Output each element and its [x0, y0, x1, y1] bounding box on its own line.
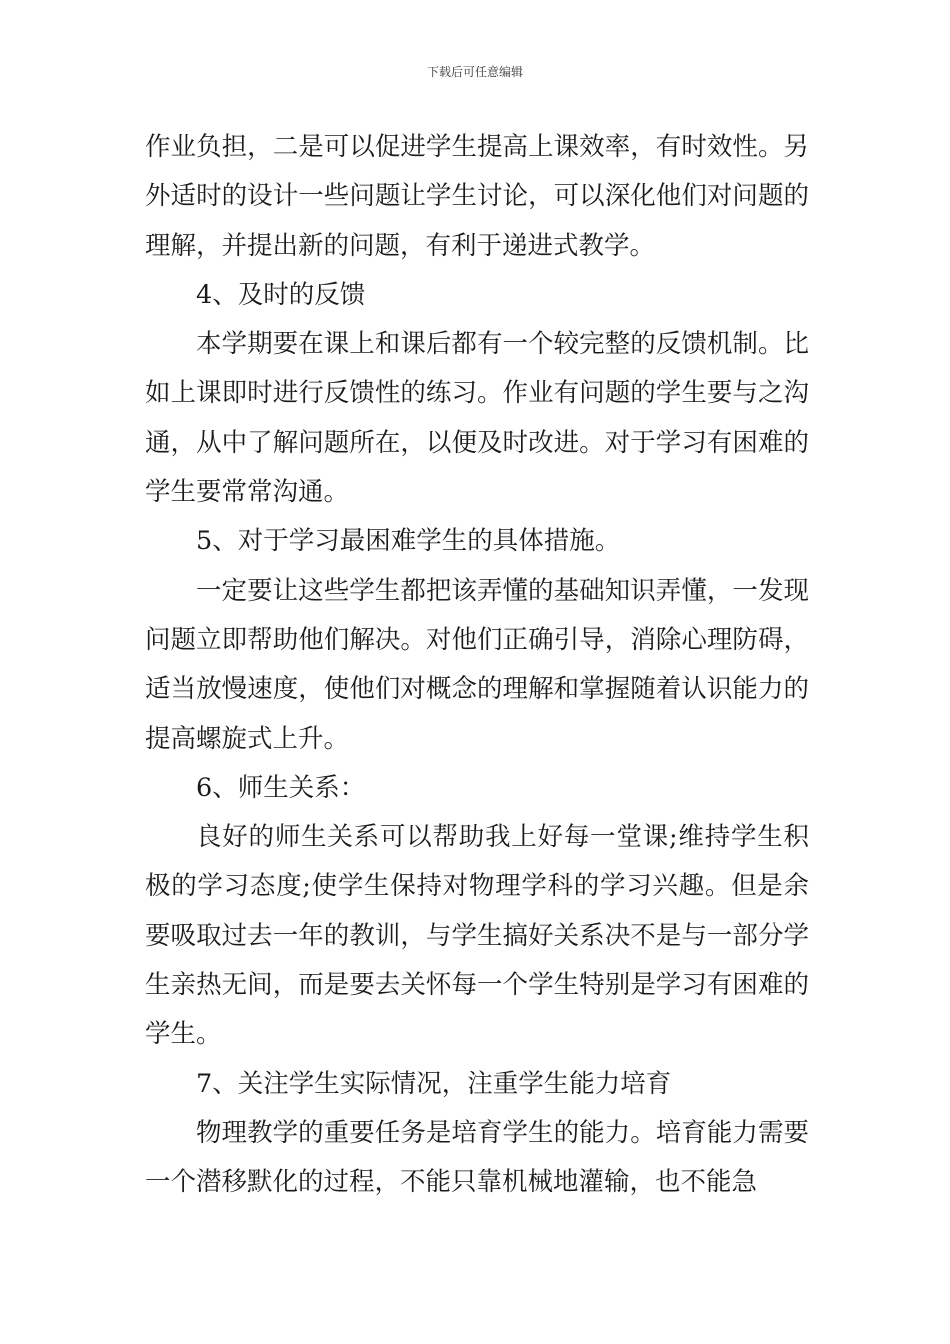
section-heading-6: 6、师生关系：: [196, 772, 366, 803]
paragraph-feedback: 本学期要在课上和课后都有一个较完整的反馈机制。比如上课即时进行反馈性的练习。作业有问题的学生要与之沟通，从中了解问题所在，以便及时改进。对于学习有困难的学生要常常沟通。: [145, 329, 809, 508]
page-header-note: 下载后可任意编辑: [426, 65, 523, 79]
section-heading-4: 4、及时的反馈: [196, 279, 366, 310]
paragraph-ability-cultivation: 物理教学的重要任务是培育学生的能力。培育能力需要一个潜移默化的过程，不能只靠机械地灌输，也不能急: [145, 1117, 809, 1198]
paragraph-continuation: 作业负担，二是可以促进学生提高上课效率，有时效性。另外适时的设计一些问题让学生讨论，可以深化他们对问题的理解，并提出新的问题，有利于递进式教学。: [145, 132, 809, 261]
paragraph-struggling-students: 一定要让这些学生都把该弄懂的基础知识弄懂，一发现问题立即帮助他们解决。对他们正确引导，消除心理防碍，适当放慢速度，使他们对概念的理解和掌握随着认识能力的提高螺旋式上升。: [145, 575, 809, 754]
paragraph-teacher-student-relations: 良好的师生关系可以帮助我上好每一堂课;维持学生积极的学习态度;使学生保持对物理学科的学习兴趣。但是余要吸取过去一年的教训，与学生搞好关系决不是与一部分学生亲热无间，而是要去关怀每一个学生特别是学习有困难的学生。: [145, 822, 809, 1050]
section-heading-5: 5、对于学习最困难学生的具体措施。: [196, 526, 621, 557]
section-heading-7: 7、关注学生实际情况，注重学生能力培育: [196, 1068, 672, 1099]
document-body: [145, 123, 809, 1208]
